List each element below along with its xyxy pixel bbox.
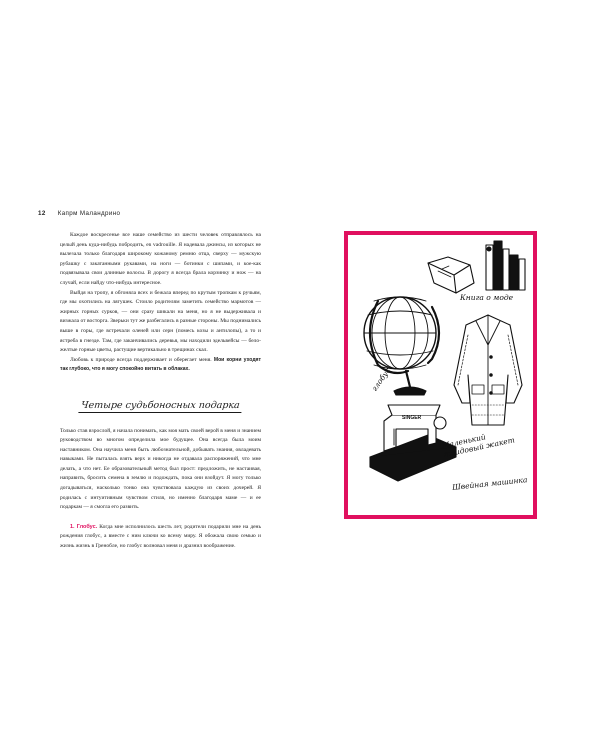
paragraph-2: Выйдя на тропу, я обгоняла всех и бежала вперед по крутым тропкам к ручьям, где мы охотились на лягушек. Стоило родителям заметить семейство мармотов — жирных горных сурков, — они сразу шикали на меня, но я не выдерживала и визжала от восторга. Зверьки тут же разбегались в разные стороны. Мы поднимались выше в горы, где встречали оленей или серн (помесь козы и антилопы), а то и ястреба в гнезде. Там, где заканчивались деревья, мы находили эдельвейсы — бело-желтые горные цветы, растущие вертикально в трещинах скал. <box>60 289 261 354</box>
section-title-text: Четыре судьбоносных подарка <box>79 401 243 413</box>
jacket-icon <box>454 315 522 425</box>
machine-brand-label: SINGER <box>402 415 422 421</box>
page-number: 12 <box>38 210 46 217</box>
running-header <box>38 210 120 217</box>
caption-globe: глобус <box>369 366 393 393</box>
author-name: Капрм Маландрино <box>57 210 121 217</box>
caption-jacket: Маленький твидовый жакет <box>441 432 516 460</box>
illustration-drawing <box>348 235 533 515</box>
bold-statement: Мои корни уходят так глубоко, что я могу спокойно витать в облаках. <box>60 356 262 373</box>
list-item-globe <box>60 523 261 552</box>
text-column <box>60 231 261 552</box>
paragraph-3 <box>60 356 261 375</box>
section-title <box>60 401 261 413</box>
illustration-frame <box>344 231 537 519</box>
paragraph-3-text: Любовь к природе всегда поддерживает и оберегает меня. <box>70 356 212 363</box>
paragraph-4: Только став взрослой, я начала понимать, как моя мать своей верой в меня и знанием руководством во многом определила мое будущее. Она всегда была моим наставником. Она научила меня быть любознательной, добывать знания, овладевать навыками. Не пыталась взять верх и никогда не отдавала распоряжений, что мне делать, а что нет. Ее образовательный метод был прост: предложить, не настаивая, направить, бросить семена в землю и подождать, пока они взойдут. Я могу только догадываться, насколько тонко она чувствовала каждую из своих дочерей. Я родилась с интуитивным чувством стиля, но именно благодаря маме — и ее подаркам — я смогла его развить. <box>60 427 261 511</box>
caption-books: Книга о моде <box>460 293 514 302</box>
list-item-text: Когда мне исполнилось шесть лет, родители подарили мне на день рождения глобус, а вместе с ним ключи ко всему миру. Я обожала свою семью и жизнь жизнь в Гренобле, но глобус волновал меня и дразнил воображение. <box>60 523 262 550</box>
caption-machine: Швейная машинка <box>451 475 528 492</box>
paragraph-1: Каждое воскресенье все наше семейство из шести человек отправлялось на целый день куда-нибудь побродить, en vadrouille. Я надевала джинсы, из которых не вылезала только благодаря широкому кожаному ремню отца, сверху — мужскую рубашку с закатанными рукавами, на ноги — ботинки с шипами, и кое-как подвязывала свои длинные волосы. В дорогу я всегда брала корзинку и нож — на случай, если найду что-нибудь интересное. <box>60 232 261 286</box>
list-item-number: 1. Глобус. <box>70 523 98 530</box>
books-icon <box>428 241 525 293</box>
